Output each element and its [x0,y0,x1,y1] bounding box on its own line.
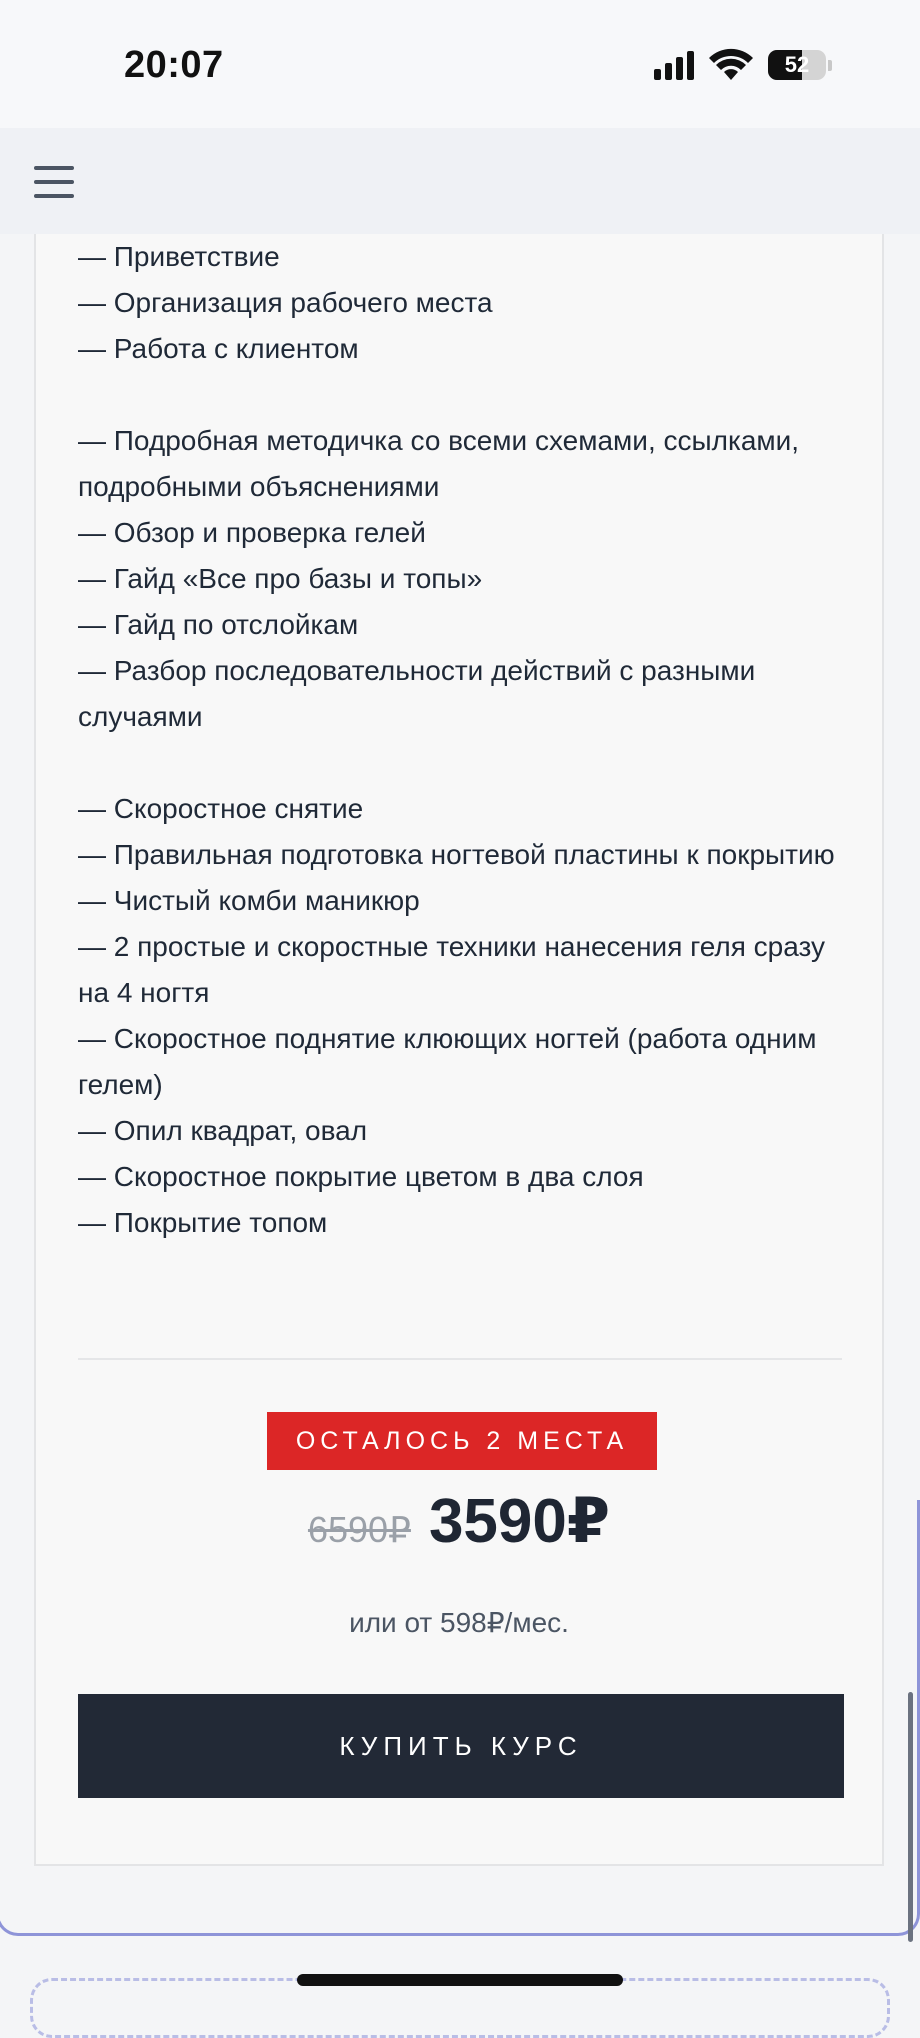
feature-item: — Подробная методичка со всеми схемами, ссылками, подробными объяснениями [78,425,800,502]
feature-group-materials [78,418,858,740]
feature-item: — Работа с клиентом [78,333,359,364]
home-indicator[interactable] [297,1974,623,1986]
site-header [0,128,920,234]
status-bar [0,0,920,128]
course-features [78,234,858,1292]
seats-left-badge: ОСТАЛОСЬ 2 МЕСТА [267,1412,657,1470]
hamburger-menu-icon[interactable] [34,166,74,200]
feature-item: — 2 простые и скоростные техники нанесения геля сразу на 4 ногтя [78,931,826,1008]
status-icons [654,48,832,82]
feature-item: — Скоростное поднятие клюющих ногтей (работа одним гелем) [78,1023,817,1100]
installment-price: или от 598₽/мес. [349,1607,569,1638]
scrollbar[interactable] [908,1692,913,1942]
cellular-signal-icon [654,50,694,80]
feature-item: — Обзор и проверка гелей [78,517,426,548]
battery-cap [828,60,832,71]
feature-item: — Скоростное покрытие цветом в два слоя [78,1161,644,1192]
battery-level: 52 [784,52,810,77]
divider [78,1358,842,1360]
feature-item: — Опил квадрат, овал [78,1115,368,1146]
feature-item: — Покрытие топом [78,1207,328,1238]
course-card [34,234,884,1866]
feature-item: — Правильная подготовка ногтевой пластины к покрытию [78,839,835,870]
feature-item: — Гайд по отслойкам [78,609,359,640]
buy-course-button[interactable]: КУПИТЬ КУРС [78,1694,844,1798]
price-row [36,1484,882,1557]
new-price: 3590₽ [428,1487,611,1556]
feature-item: — Приветствие [78,241,280,272]
feature-item: — Разбор последовательности действий с разными случаями [78,655,756,732]
status-time: 20:07 [124,44,224,86]
wifi-icon [708,48,754,82]
feature-item: — Скоростное снятие [78,793,364,824]
old-price: 6590₽ [307,1509,411,1550]
feature-item: — Организация рабочего места [78,287,493,318]
feature-group-intro [78,234,858,372]
feature-item: — Чистый комби маникюр [78,885,420,916]
feature-group-techniques [78,786,858,1246]
battery-icon [768,50,826,80]
next-section-outline [30,1978,890,2038]
feature-item: — Гайд «Все про базы и топы» [78,563,483,594]
